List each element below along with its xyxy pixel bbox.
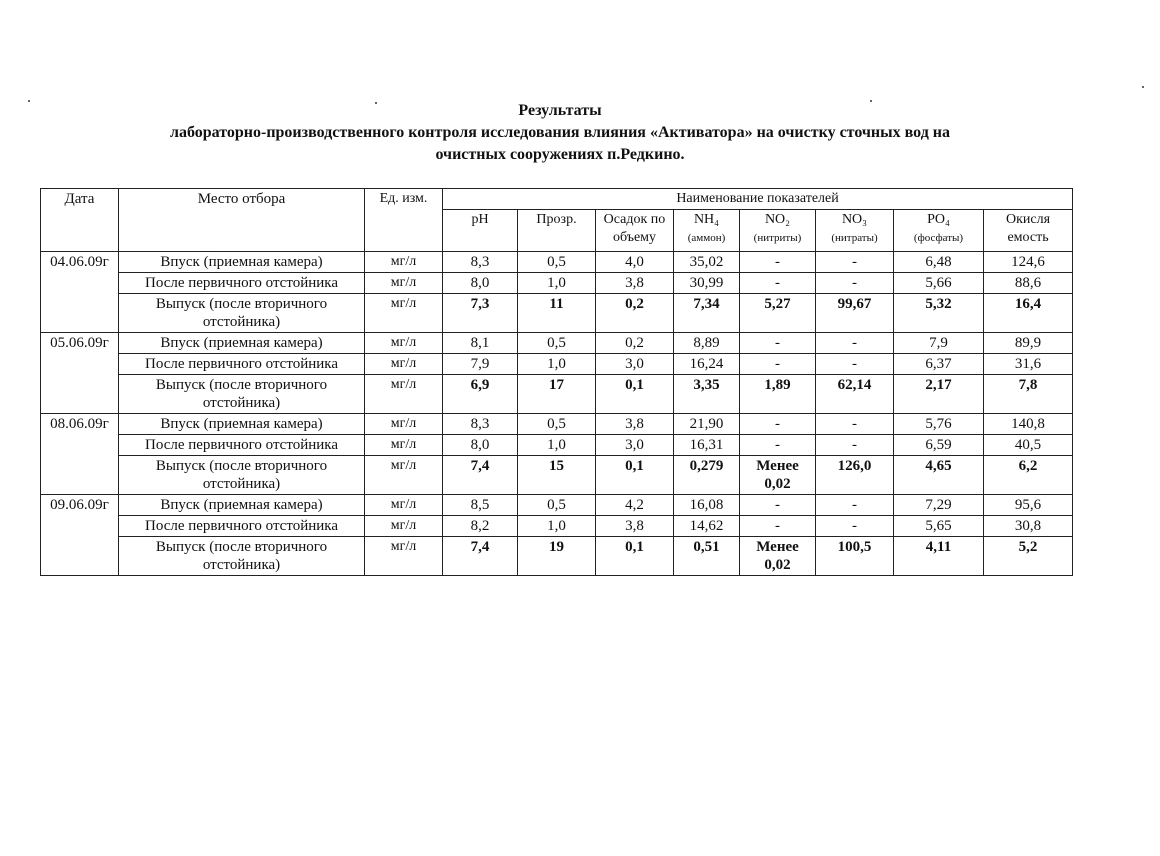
- value-cell: -: [740, 252, 816, 273]
- sampling-place-cell: После первичного отстойника: [119, 435, 365, 456]
- header-col-name: Окисля емость: [1006, 212, 1051, 245]
- header-col-3: [674, 210, 740, 252]
- value-cell: 3,0: [596, 354, 674, 375]
- header-unit: Ед. изм.: [365, 189, 443, 252]
- table-row: [41, 495, 1073, 516]
- value-cell: 31,6: [984, 354, 1073, 375]
- value-cell: 4,0: [596, 252, 674, 273]
- value-cell: 7,4: [443, 456, 518, 495]
- document-title: [60, 100, 1060, 166]
- scan-speck: [28, 100, 30, 102]
- header-col-4: [740, 210, 816, 252]
- value-cell: 4,65: [894, 456, 984, 495]
- value-cell: 0,5: [518, 252, 596, 273]
- value-cell: 0,1: [596, 375, 674, 414]
- value-cell: 0,2: [596, 333, 674, 354]
- value-cell: -: [816, 495, 894, 516]
- value-cell: 0,1: [596, 537, 674, 576]
- value-cell: 15: [518, 456, 596, 495]
- value-cell: -: [740, 495, 816, 516]
- value-cell: 7,9: [894, 333, 984, 354]
- value-cell: Менее 0,02: [740, 456, 816, 495]
- value-cell: 40,5: [984, 435, 1073, 456]
- title-line-3: очистных сооружениях п.Редкино.: [435, 146, 685, 163]
- value-cell: 124,6: [984, 252, 1073, 273]
- value-cell: 0,5: [518, 414, 596, 435]
- header-indicators-group: Наименование показателей: [443, 189, 1073, 210]
- value-cell: 3,35: [674, 375, 740, 414]
- value-cell: 1,0: [518, 273, 596, 294]
- value-cell: -: [740, 516, 816, 537]
- sampling-place-cell: Впуск (приемная камера): [119, 414, 365, 435]
- value-cell: 6,48: [894, 252, 984, 273]
- unit-cell: мг/л: [365, 354, 443, 375]
- sampling-place-cell: После первичного отстойника: [119, 273, 365, 294]
- value-cell: 3,8: [596, 273, 674, 294]
- value-cell: -: [816, 252, 894, 273]
- value-cell: 5,2: [984, 537, 1073, 576]
- table-row: [41, 333, 1073, 354]
- scan-speck: [375, 102, 377, 104]
- value-cell: 0,279: [674, 456, 740, 495]
- header-col-name: NH₄: [693, 212, 720, 227]
- sampling-place-cell: Выпуск (после вторичного отстойника): [119, 375, 365, 414]
- unit-cell: мг/л: [365, 333, 443, 354]
- value-cell: 126,0: [816, 456, 894, 495]
- value-cell: -: [816, 414, 894, 435]
- table-row: [41, 294, 1073, 333]
- table-row: [41, 435, 1073, 456]
- date-cell: 04.06.09г: [41, 252, 119, 333]
- value-cell: 35,02: [674, 252, 740, 273]
- unit-cell: мг/л: [365, 516, 443, 537]
- value-cell: 3,0: [596, 435, 674, 456]
- value-cell: 3,8: [596, 414, 674, 435]
- value-cell: 8,3: [443, 414, 518, 435]
- unit-cell: мг/л: [365, 294, 443, 333]
- value-cell: 11: [518, 294, 596, 333]
- value-cell: -: [740, 435, 816, 456]
- value-cell: 1,0: [518, 516, 596, 537]
- table-row: [41, 414, 1073, 435]
- value-cell: -: [816, 354, 894, 375]
- value-cell: 8,0: [443, 273, 518, 294]
- value-cell: 0,5: [518, 495, 596, 516]
- date-cell: 09.06.09г: [41, 495, 119, 576]
- value-cell: 6,2: [984, 456, 1073, 495]
- value-cell: 100,5: [816, 537, 894, 576]
- value-cell: Менее 0,02: [740, 537, 816, 576]
- header-col-name: Прозр.: [536, 212, 577, 227]
- header-col-2: [596, 210, 674, 252]
- value-cell: 0,1: [596, 456, 674, 495]
- value-cell: -: [816, 273, 894, 294]
- table-row: [41, 354, 1073, 375]
- value-cell: -: [816, 333, 894, 354]
- unit-cell: мг/л: [365, 375, 443, 414]
- date-cell: 08.06.09г: [41, 414, 119, 495]
- title-line-1: Результаты: [518, 102, 602, 119]
- value-cell: 0,2: [596, 294, 674, 333]
- header-col-sub: (фосфаты): [913, 232, 964, 244]
- unit-cell: мг/л: [365, 252, 443, 273]
- value-cell: 5,76: [894, 414, 984, 435]
- header-col-name: PO₄: [927, 212, 950, 227]
- unit-cell: мг/л: [365, 414, 443, 435]
- value-cell: 4,2: [596, 495, 674, 516]
- results-table: [40, 188, 1073, 576]
- value-cell: -: [740, 273, 816, 294]
- header-col-sub: (аммон): [687, 232, 726, 244]
- unit-cell: мг/л: [365, 495, 443, 516]
- value-cell: 140,8: [984, 414, 1073, 435]
- table-row: [41, 375, 1073, 414]
- header-col-0: [443, 210, 518, 252]
- value-cell: 7,9: [443, 354, 518, 375]
- date-cell: 05.06.09г: [41, 333, 119, 414]
- value-cell: 17: [518, 375, 596, 414]
- value-cell: 6,9: [443, 375, 518, 414]
- table-row: [41, 537, 1073, 576]
- value-cell: 8,2: [443, 516, 518, 537]
- unit-cell: мг/л: [365, 456, 443, 495]
- header-col-sub: (нитраты): [831, 232, 878, 244]
- value-cell: 30,8: [984, 516, 1073, 537]
- unit-cell: мг/л: [365, 537, 443, 576]
- title-line-2: лабораторно-производственного контроля исследования влияния «Активатора» на очистку сточных вод на: [169, 124, 951, 141]
- table-row: [41, 516, 1073, 537]
- table-row: [41, 456, 1073, 495]
- value-cell: -: [740, 414, 816, 435]
- value-cell: 89,9: [984, 333, 1073, 354]
- value-cell: 19: [518, 537, 596, 576]
- value-cell: 2,17: [894, 375, 984, 414]
- value-cell: 7,34: [674, 294, 740, 333]
- scan-speck: [1142, 86, 1144, 88]
- table-row: [41, 273, 1073, 294]
- sampling-place-cell: Впуск (приемная камера): [119, 252, 365, 273]
- header-col-sub: (нитриты): [753, 232, 802, 244]
- sampling-place-cell: Впуск (приемная камера): [119, 333, 365, 354]
- value-cell: 7,3: [443, 294, 518, 333]
- sampling-place-cell: Выпуск (после вторичного отстойника): [119, 294, 365, 333]
- value-cell: 7,8: [984, 375, 1073, 414]
- header-col-name: pH: [471, 212, 489, 227]
- value-cell: 6,37: [894, 354, 984, 375]
- value-cell: 16,08: [674, 495, 740, 516]
- value-cell: 95,6: [984, 495, 1073, 516]
- value-cell: 16,31: [674, 435, 740, 456]
- value-cell: 8,89: [674, 333, 740, 354]
- results-body: [41, 252, 1073, 576]
- sampling-place-cell: Впуск (приемная камера): [119, 495, 365, 516]
- sampling-place-cell: После первичного отстойника: [119, 354, 365, 375]
- sampling-place-cell: Выпуск (после вторичного отстойника): [119, 456, 365, 495]
- value-cell: 99,67: [816, 294, 894, 333]
- table-row: [41, 252, 1073, 273]
- header-col-1: [518, 210, 596, 252]
- value-cell: 0,51: [674, 537, 740, 576]
- value-cell: 7,4: [443, 537, 518, 576]
- value-cell: 1,89: [740, 375, 816, 414]
- unit-cell: мг/л: [365, 273, 443, 294]
- value-cell: -: [816, 435, 894, 456]
- value-cell: 62,14: [816, 375, 894, 414]
- value-cell: 3,8: [596, 516, 674, 537]
- value-cell: 5,27: [740, 294, 816, 333]
- value-cell: -: [740, 333, 816, 354]
- value-cell: 30,99: [674, 273, 740, 294]
- value-cell: 5,32: [894, 294, 984, 333]
- value-cell: 5,66: [894, 273, 984, 294]
- value-cell: 14,62: [674, 516, 740, 537]
- value-cell: 8,0: [443, 435, 518, 456]
- header-col-name: NO₃: [841, 212, 868, 227]
- sampling-place-cell: Выпуск (после вторичного отстойника): [119, 537, 365, 576]
- scan-speck: [870, 100, 872, 102]
- value-cell: 16,4: [984, 294, 1073, 333]
- sampling-place-cell: После первичного отстойника: [119, 516, 365, 537]
- header-col-name: Осадок по объему: [603, 212, 666, 245]
- header-col-7: [984, 210, 1073, 252]
- value-cell: 8,3: [443, 252, 518, 273]
- value-cell: 7,29: [894, 495, 984, 516]
- header-date: Дата: [41, 189, 119, 252]
- value-cell: 8,5: [443, 495, 518, 516]
- value-cell: -: [740, 354, 816, 375]
- header-col-6: [894, 210, 984, 252]
- value-cell: 0,5: [518, 333, 596, 354]
- unit-cell: мг/л: [365, 435, 443, 456]
- value-cell: 5,65: [894, 516, 984, 537]
- value-cell: 1,0: [518, 354, 596, 375]
- value-cell: 1,0: [518, 435, 596, 456]
- value-cell: -: [816, 516, 894, 537]
- header-col-5: [816, 210, 894, 252]
- header-col-name: NO₂: [764, 212, 791, 227]
- value-cell: 8,1: [443, 333, 518, 354]
- value-cell: 88,6: [984, 273, 1073, 294]
- value-cell: 4,11: [894, 537, 984, 576]
- value-cell: 21,90: [674, 414, 740, 435]
- value-cell: 16,24: [674, 354, 740, 375]
- value-cell: 6,59: [894, 435, 984, 456]
- header-place: Место отбора: [119, 189, 365, 252]
